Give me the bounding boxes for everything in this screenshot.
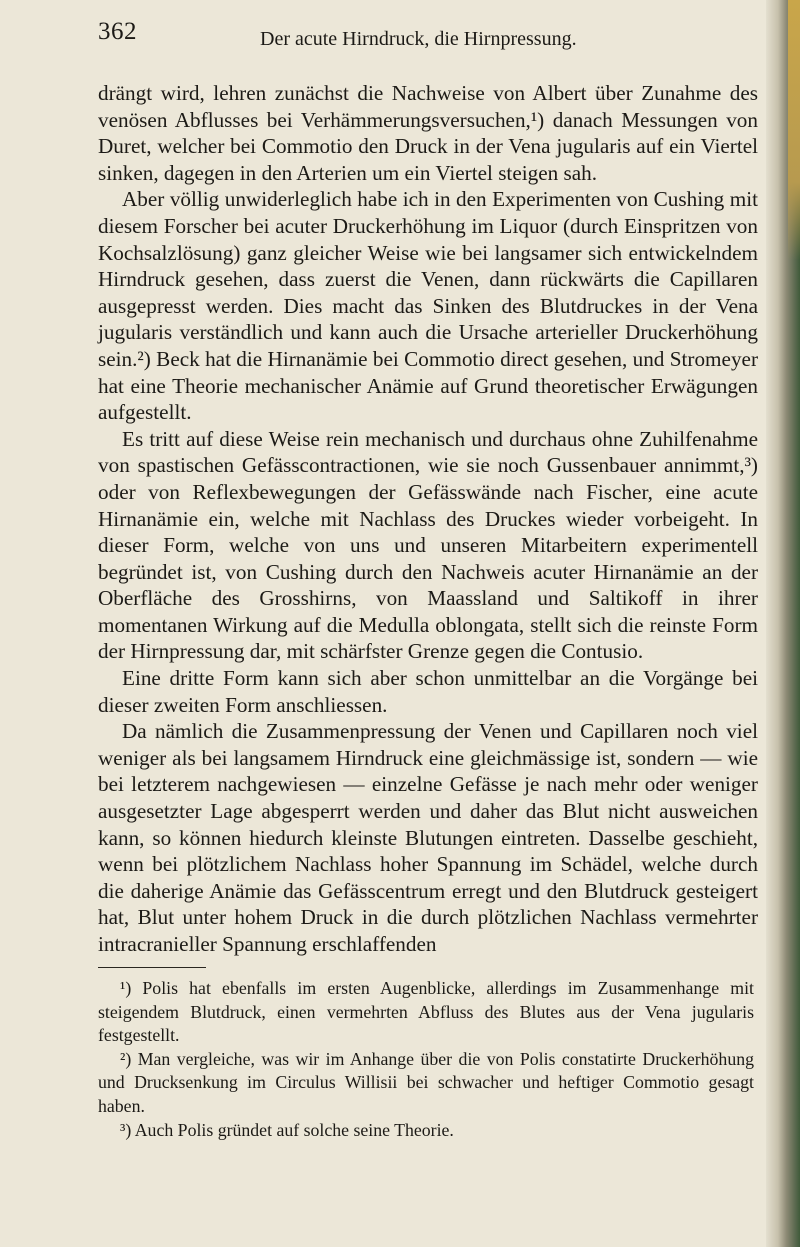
paragraph: Aber völlig unwiderleglich habe ich in den Experimenten von Cushing mit diesem Forscher bei acuter Druckerhöhung im Liquor (durch Einspritzen von Kochsalzlösung) ganz gleicher Weise wie bei langsamer sich entwickelndem Hirndruck gesehen, dass zuerst die Venen, dann rückwärts die Capillaren ausgepresst werden. Dies macht das Sinken des Blutdruckes in der Vena jugularis verständlich und kann auch die Ursache arterieller Druckerhöhung sein.²) Beck hat die Hirnanämie bei Commotio direct gesehen, und Stromeyer hat eine Theorie mechanischer Anämie auf Grund theoretischer Erwägungen aufgestellt. [98, 187, 758, 425]
footnote-divider [98, 967, 206, 968]
footnote: ³) Auch Polis gründet auf solche seine Theorie. [120, 1119, 454, 1140]
gilt-edge [788, 0, 800, 260]
page-number: 362 [98, 18, 137, 45]
footnote: ¹) Polis hat ebenfalls im ersten Augenblicke, allerdings im Zusammenhange mit steigendem Blutdruck, einen vermehrten Abfluss des Blutes aus der Vena jugularis festgestellt. [98, 978, 754, 1046]
page-header [98, 18, 738, 58]
paragraph: Da nämlich die Zusammenpressung der Venen und Capillaren noch viel weniger als bei langsamem Hirndruck eine gleichmässige ist, sondern — wie bei letzterem nachgewiesen — einzelne Gefässe je nach mehr oder weniger ausgesetzter Lage abgesperrt werden und daher das Blut nicht ausweichen kann, so können hiedurch kleinste Blutungen eintreten. Dasselbe geschieht, wenn bei plötzlichem Nachlass hoher Spannung im Schädel, welche durch die daherige Anämie das Gefässcentrum erregt und den Blutdruck gesteigert hat, Blut unter hohem Druck in die durch plötzlichen Nachlass vermehrter intracranieller Spannung erschlaffenden [98, 719, 758, 956]
running-title: Der acute Hirndruck, die Hirnpressung. [260, 28, 577, 50]
body-text [98, 80, 758, 958]
paragraph: Es tritt auf diese Weise rein mechanisch und durchaus ohne Zuhilfenahme von spastischen Gefässcontractionen, wie sie noch Gussenbauer annimmt,³) oder von Reflexbewegungen der Gefässwände nach Fischer, eine acute Hirnanämie ein, welche mit Nachlass des Druckes wieder vorbeigeht. In dieser Form, welche von uns und unseren Mitarbeitern experimentell begründet ist, von Cushing durch den Nachweis acuter Hirnanämie an der Oberfläche des Grosshirns, von Maassland und Saltikoff in ihrer momentanen Wirkung auf die Medulla oblongata, stellt sich die reinste Form der Hirnpressung dar, mit schärfster Grenze gegen die Contusio. [98, 426, 758, 664]
footnote: ²) Man vergleiche, was wir im Anhange über die von Polis constatirte Druckerhöhung und Drucksenkung im Circulus Willisii bei schwacher und heftiger Commotio gesagt haben. [98, 1048, 754, 1116]
paragraph: drängt wird, lehren zunächst die Nachweise von Albert über Zunahme des venösen Abflusses bei Verhämmerungsversuchen,¹) danach Messungen von Duret, welcher bei Commotio den Druck in der Vena jugularis auf ein Viertel sinken, dagegen in den Arterien um ein Viertel steigen sah. [98, 81, 758, 185]
footnotes [98, 977, 754, 1142]
paragraph: Eine dritte Form kann sich aber schon unmittelbar an die Vorgänge bei dieser zweiten Form anschliessen. [98, 666, 758, 717]
